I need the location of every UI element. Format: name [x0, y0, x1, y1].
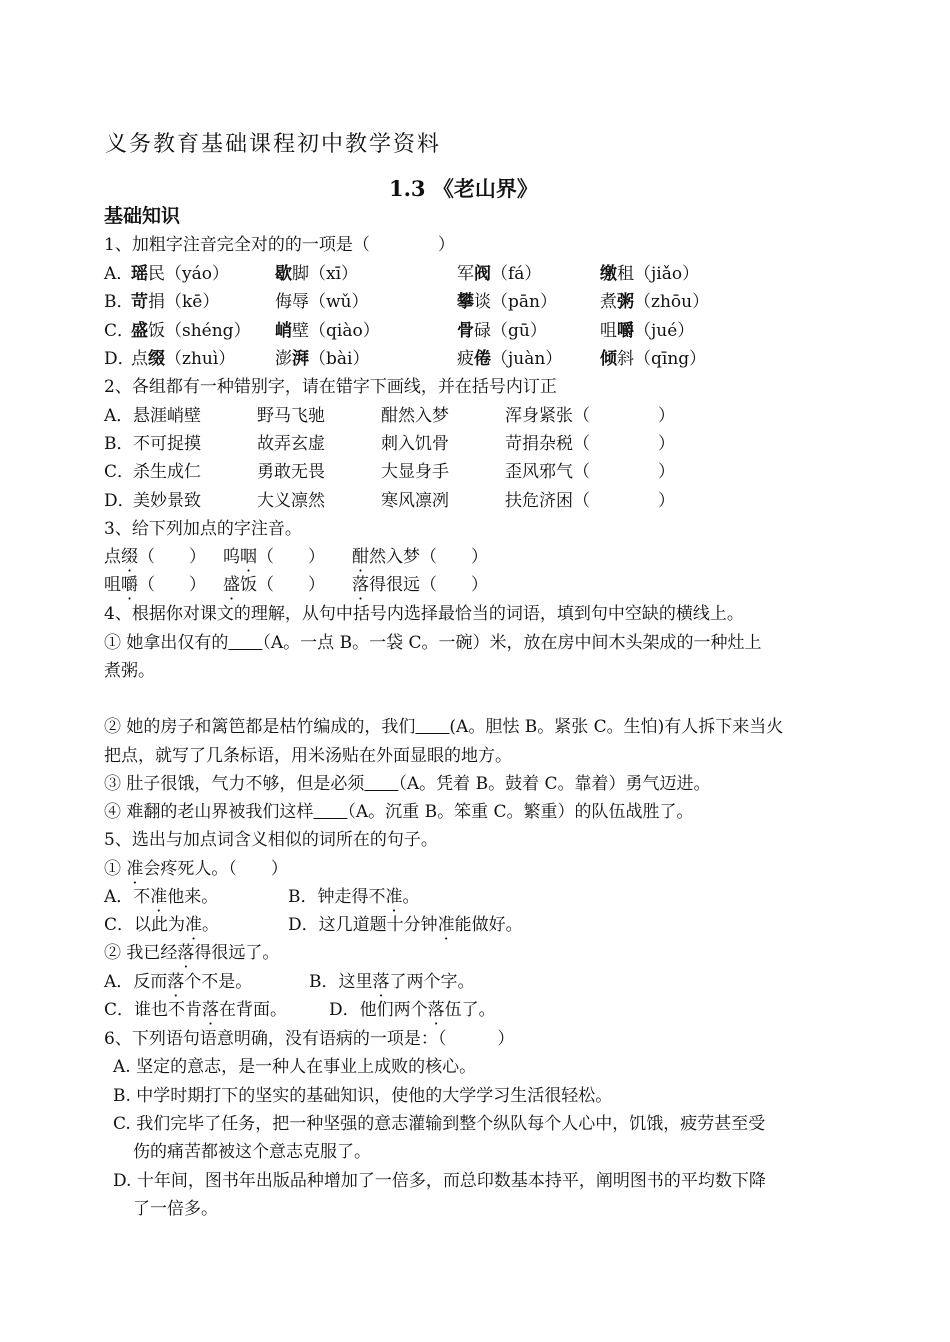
idiom-item: 美妙景致 [133, 491, 201, 511]
option-item [457, 348, 562, 370]
q6-stem: 6、下列语句语意明确，没有语病的一项是：（ ） [104, 1029, 515, 1049]
idiom-item: 悬涯峭壁 [133, 406, 201, 426]
q4-sentence-2: ② 她的房子和篱笆都是枯竹编成的，我们 (A。胆怯 B。紧张 C。生怕)有人拆下来当火 [104, 717, 784, 737]
q5-sub1: ① 准会疼死人。（ ） [104, 859, 288, 879]
option-item [457, 263, 541, 285]
option-item [131, 320, 251, 342]
answer-blank[interactable] [228, 633, 262, 653]
dotted-char: 落 [202, 1000, 220, 1020]
option-item [275, 348, 369, 370]
option-text: 伍了。 [444, 1000, 496, 1020]
bold-char: 歇 [275, 264, 292, 284]
dotted-char: 落 [352, 575, 369, 595]
q5-option [104, 914, 219, 936]
q5-option [104, 971, 252, 993]
option-text: D．他们两个 [329, 1000, 428, 1020]
bold-char: 苛 [131, 292, 148, 312]
bold-char: 瑶 [131, 264, 148, 284]
pinyin-text: 侮辱（wǔ） [275, 292, 369, 312]
idiom-item: 勇敢无畏 [257, 462, 325, 482]
dotted-char: 盛 [223, 575, 240, 595]
dotted-char: 酣 [352, 547, 369, 567]
pinyin-text: 饭（shéng） [148, 321, 251, 341]
idiom-item: 酣然入梦 [381, 406, 449, 426]
q4-sentence-1: ① 她拿出仅有的 （A。一点 B。一袋 C。一碗）米，放在房中间木头架成的一种灶上 [104, 633, 762, 653]
dotted-char: 准 [385, 887, 403, 907]
q1-stem: 1、加粗字注音完全对的的一项是（ ） [104, 235, 455, 255]
q4-sentence-4: ④ 难翻的老山界被我们这样 （A。沉重 B。笨重 C。繁重）的队伍战胜了。 [104, 802, 694, 822]
option-item [600, 320, 694, 342]
document-header: 义务教育基础课程初中教学资料 [105, 132, 442, 157]
idiom-item: 寒风凛冽 [381, 491, 449, 511]
bold-char: 嚼 [617, 321, 634, 341]
bold-char: 骨 [457, 321, 474, 341]
answer-paren: 然入梦（ ） [369, 547, 488, 567]
bold-char: 攀 [457, 292, 474, 312]
pinyin-text: （jué） [634, 321, 695, 341]
dotted-char: 咽 [240, 547, 257, 567]
q5-option [309, 971, 475, 993]
option-text: 在背面。 [219, 1000, 288, 1020]
idiom-item: 浑身紧张（ ） [505, 406, 675, 426]
idiom-item: 扶危济困（ ） [505, 491, 675, 511]
q4-sentence-3: ③ 肚子很饿，气力不够，但是必须 （A。凭着 B。鼓着 C。靠着）勇气迈进。 [104, 774, 711, 794]
option-item [457, 291, 557, 313]
bold-char: 粥 [617, 292, 634, 312]
answer-paren: （ ） [138, 547, 206, 567]
dotted-char: 落 [372, 972, 390, 992]
option-text: B．钟走得不 [288, 887, 386, 907]
dotted-char: 落 [177, 943, 195, 963]
option-item [275, 320, 380, 342]
option-item [131, 263, 229, 285]
q2-stem: 2、各组都有一种错别字，请在错字下画线，并在括号内订正 [104, 377, 557, 397]
bold-char: 盛 [131, 321, 148, 341]
dotted-char: 准 [126, 859, 144, 879]
pinyin-text: 斜（qīng） [617, 349, 707, 369]
q5-option [104, 886, 218, 908]
plain-char: 澎 [275, 349, 292, 369]
answer-blank[interactable] [364, 774, 398, 794]
option-text: B．这里 [309, 972, 373, 992]
idiom-item: 歪风邪气（ ） [505, 462, 675, 482]
option-text: 了两个字。 [389, 972, 475, 992]
section-heading: 基础知识 [104, 205, 181, 227]
q6-option-c: C. 我们完毕了任务，把一种坚强的意志灌输到整个纵队每个人心中，饥饿，疲劳甚至受 [113, 1114, 766, 1134]
option-text: 个不是。 [184, 972, 253, 992]
q4-stem: 4、根据你对课文的理解，从句中括号内选择最恰当的词语，填到句中空缺的横线上。 [104, 604, 744, 624]
answer-paren: （ ） [138, 575, 206, 595]
option-item [275, 291, 369, 313]
plain-char: 军 [457, 264, 474, 284]
q5-sub2: ② 我已经落得很远了。 [104, 943, 280, 963]
option-text: A．不 [104, 887, 151, 907]
option-label: C． [104, 462, 135, 482]
option-text: 。 [402, 887, 420, 907]
option-item [131, 348, 235, 370]
answer-paren: （ ） [257, 547, 325, 567]
plain-char: 疲 [457, 349, 474, 369]
option-text: 能做好。 [454, 915, 523, 935]
option-text: 。 [202, 915, 220, 935]
pinyin-item [104, 574, 206, 596]
option-label: A． [104, 406, 134, 426]
pinyin-text: （fá） [491, 264, 542, 284]
q5-option [104, 999, 287, 1021]
plain-char: 咀 [600, 321, 617, 341]
dotted-char: 落 [427, 1000, 445, 1020]
pinyin-text: 捐（kē） [148, 292, 220, 312]
bold-char: 缀 [148, 349, 165, 369]
option-label: B． [104, 434, 134, 454]
option-item [600, 348, 706, 370]
pinyin-text: 民（yáo） [148, 264, 229, 284]
pinyin-text: （juàn） [491, 349, 563, 369]
option-label: D． [104, 491, 135, 511]
dotted-char: 缀 [121, 547, 138, 567]
q6-option-c-cont: 伤的痛苦都被这个意志克服了。 [133, 1142, 371, 1162]
pinyin-text: （zhōu） [634, 292, 710, 312]
pinyin-item [352, 546, 488, 568]
dotted-char: 嚼 [121, 575, 138, 595]
plain-char: 咀 [104, 575, 121, 595]
q4-sentence-1-cont: 煮粥。 [104, 661, 155, 681]
q6-option-b: B. 中学时期打下的坚实的基础知识，使他的大学学习生活很轻松。 [113, 1086, 613, 1106]
pinyin-item [352, 574, 488, 596]
q5-stem: 5、选出与加点词含义相似的词所在的句子。 [104, 830, 438, 850]
pinyin-item [104, 546, 206, 568]
idiom-item: 大义凛然 [257, 491, 325, 511]
option-label: D． [104, 349, 135, 369]
dotted-char: 落 [167, 972, 185, 992]
q5-option [288, 914, 523, 936]
pinyin-text: 壁（qiào） [292, 321, 380, 341]
option-item [600, 263, 699, 285]
pinyin-text: 脚（xī） [292, 264, 359, 284]
idiom-item: 野马飞驰 [257, 406, 325, 426]
option-item [600, 291, 709, 313]
plain-char: 煮 [600, 292, 617, 312]
answer-blank[interactable] [415, 717, 449, 737]
plain-char: 点 [131, 349, 148, 369]
dotted-char: 准 [437, 915, 455, 935]
q3-stem: 3、给下列加点的字注音。 [104, 519, 302, 539]
q5-option [329, 999, 496, 1021]
bold-char: 峭 [275, 321, 292, 341]
option-text: C．以此为 [104, 915, 186, 935]
q6-option-a: A. 坚定的意志，是一种人在事业上成败的核心。 [113, 1057, 477, 1077]
q4-sentence-2-cont: 把点，就写了几条标语，用米汤贴在外面显眼的地方。 [104, 746, 512, 766]
option-label: C． [104, 321, 135, 341]
plain-char: 呜 [223, 547, 240, 567]
q5-option [288, 886, 420, 908]
idiom-item: 刺入饥骨 [381, 434, 449, 454]
pinyin-text: （zhuì） [165, 349, 236, 369]
option-label: B． [104, 292, 134, 312]
pinyin-text: 租（jiǎo） [617, 264, 700, 284]
bold-char: 湃 [292, 349, 309, 369]
plain-char: 点 [104, 547, 121, 567]
idiom-item: 杀生成仁 [133, 462, 201, 482]
pinyin-text: 碌（gū） [474, 321, 547, 341]
q6-option-d-cont: 了一倍多。 [133, 1199, 218, 1219]
idiom-item: 不可捉摸 [133, 434, 201, 454]
q6-option-d: D. 十年间，图书年出版品种增加了一倍多，而总印数基本持平，阐明图书的平均数下降 [113, 1171, 766, 1191]
idiom-item: 大显身手 [381, 462, 449, 482]
idiom-item: 故弄玄虚 [257, 434, 325, 454]
option-text: D．这几道题十分钟 [288, 915, 438, 935]
option-text: 他来。 [167, 887, 219, 907]
option-label: A． [104, 264, 134, 284]
dotted-char: 准 [185, 915, 203, 935]
lesson-title: 1.3 《老山界》 [389, 176, 538, 201]
option-text: C．谁也不肯 [104, 1000, 203, 1020]
option-item [457, 320, 547, 342]
pinyin-text: 谈（pān） [474, 292, 557, 312]
pinyin-item [223, 574, 325, 596]
dotted-char: 准 [150, 887, 168, 907]
answer-paren: 饭（ ） [240, 575, 325, 595]
bold-char: 缴 [600, 264, 617, 284]
option-text: A．反而 [104, 972, 168, 992]
option-item [131, 291, 219, 313]
option-item [275, 263, 358, 285]
answer-paren: 得很远（ ） [369, 575, 488, 595]
bold-char: 阀 [474, 264, 491, 284]
pinyin-item [223, 546, 325, 568]
bold-char: 倦 [474, 349, 491, 369]
pinyin-text: （bài） [309, 349, 370, 369]
idiom-item: 苛捐杂税（ ） [505, 434, 675, 454]
answer-blank[interactable] [313, 802, 347, 822]
bold-char: 倾 [600, 349, 617, 369]
